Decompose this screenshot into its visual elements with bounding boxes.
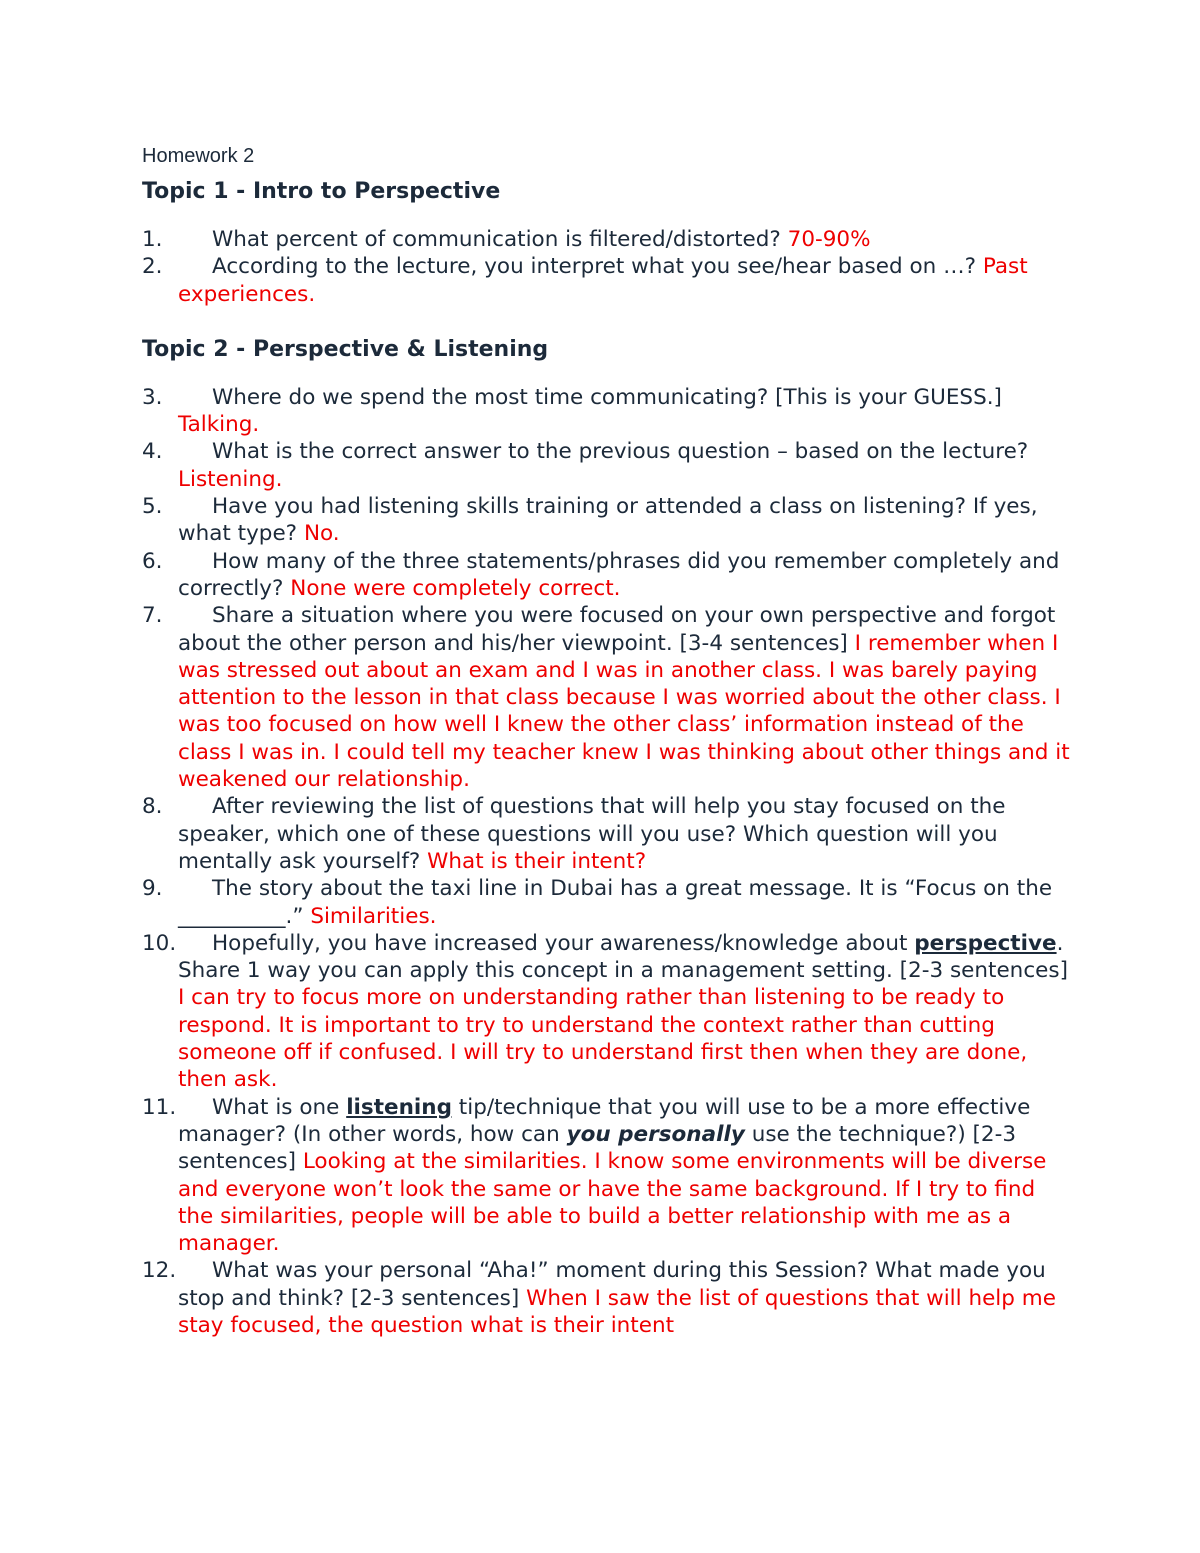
answer-text: Talking. [178,412,260,438]
answer-text: Similarities. [310,903,437,929]
question-10 [142,930,1072,1094]
question-number: 4. [142,439,163,465]
question-number: 8. [142,794,163,820]
emphasis-listening: listening [346,1094,452,1120]
question-number: 3. [142,384,163,410]
answer-text: No. [303,521,340,547]
question-3 [142,384,1072,439]
question-9 [142,875,1072,930]
document-page [142,140,1072,1339]
question-number: 2. [142,254,163,280]
question-7 [142,602,1072,793]
question-text: Have you had listening skills training or attended a class on listening? If yes, what type? [178,494,1038,547]
question-number: 7. [142,603,163,629]
topic-2-question-list [142,384,1072,1339]
answer-text: Listening. [178,466,283,492]
question-4 [142,438,1072,493]
question-text: After reviewing the list of questions that will help you stay focused on the speaker, which one of these questions will you use? Which question will you mentally ask yourself? [178,794,1006,874]
question-text: According to the lecture, you interpret what you see/hear based on …? [212,254,983,280]
answer-text: Past experiences. [178,254,1028,307]
question-number: 6. [142,548,163,574]
topic-1-heading: Topic 1 - Intro to Perspective [142,179,501,204]
question-text: What percent of communication is filtered/distorted? [212,227,788,252]
question-number: 10. [142,930,177,956]
question-5 [142,493,1072,548]
answer-text: I remember when I was stressed out about an exam and I was in another class. I was barely paying attention to the lesson in that class because I was worried about the other class. I was too focused on how well I knew the other class’ information instead of the class I was in. I could tell my teacher knew I was thinking about other things and it weakened our relationship. [178,630,1070,793]
question-11 [142,1094,1072,1258]
question-8 [142,793,1072,875]
question-number: 5. [142,494,163,520]
answer-text: What is their intent? [427,848,647,874]
answer-text: 70-90% [787,227,871,252]
question-number: 11. [142,1094,177,1120]
question-text: What was your personal “Aha!” moment during this Session? What made you stop and think? [2-3 sentences] [178,1258,1046,1311]
question-text: What is one [212,1094,347,1120]
question-number: 1. [142,227,163,252]
question-number: 12. [142,1258,177,1284]
document-title: Homework 2 [142,145,255,167]
question-2 [142,253,1072,308]
question-text-continued: . Share 1 way you can apply this concept in a management setting. [2-3 sentences] [178,930,1068,984]
answer-text: Looking at the similarities. I know some environments will be diverse and everyone won’t look the same or have the same background. If I try to find the similarities, people will be able to build a better relationship with me as a manager. [178,1149,1047,1257]
question-text: Hopefully, you have increased your awareness/knowledge about [212,930,915,956]
question-12 [142,1257,1072,1339]
answer-text: I can try to focus more on understanding rather than listening to be ready to respond. It is important to try to understand the context rather than cutting someone off if confused. I will try to understand first then when they are done, then ask. [178,985,1028,1093]
question-6 [142,548,1072,603]
topic-2-heading: Topic 2 - Perspective & Listening [142,336,549,362]
question-text-continued: use the technique?) [2-3 sentences] [178,1121,1017,1175]
question-number: 9. [142,876,163,902]
question-text: How many of the three statements/phrases did you remember completely and correctly? [178,548,1060,601]
question-1 [142,226,1072,253]
question-text: Where do we spend the most time communicating? [This is your GUESS.] [212,384,1002,410]
question-text-middle: tip/technique that you will use to be a more effective manager? (In other words, how can [178,1094,1031,1147]
question-text: Share a situation where you were focused on your own perspective and forgot about the other person and his/her viewpoint. [3-4 sentences] [178,603,1056,656]
emphasis-you-personally: you personally [566,1121,745,1147]
answer-text: None were completely correct. [290,575,621,601]
emphasis-perspective: perspective [914,930,1057,956]
question-text: The story about the taxi line in Dubai has a great message. It is “Focus on the __________.” [178,876,1053,929]
answer-text: When I saw the list of questions that will help me stay focused, the question what is their intent [178,1285,1056,1338]
question-text: What is the correct answer to the previous question – based on the lecture? [212,439,1029,465]
topic-1-question-list [142,226,1072,308]
